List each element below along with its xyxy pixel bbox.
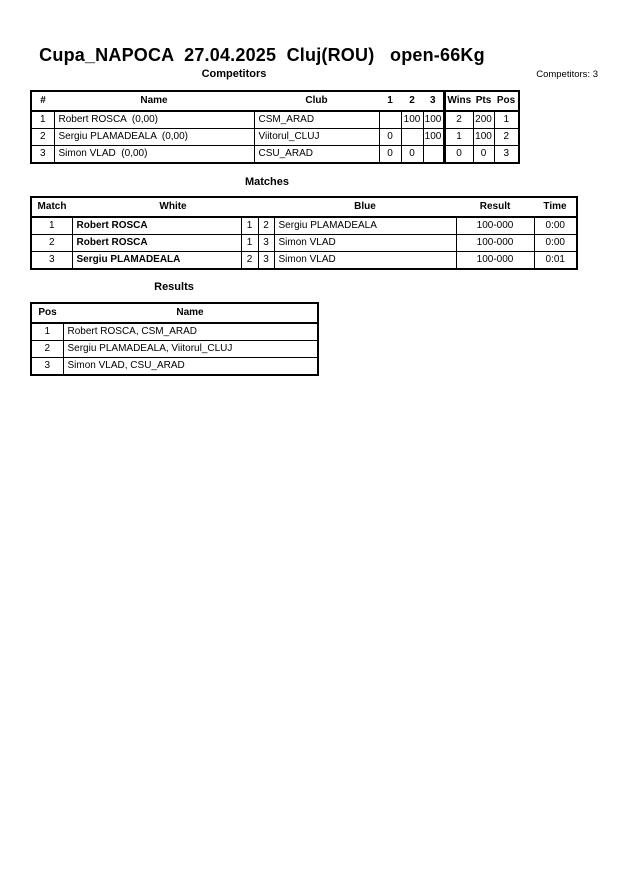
white-number: 2 [241, 252, 258, 270]
header-white: White [72, 197, 274, 217]
match-row [31, 252, 577, 270]
white-name: Sergiu PLAMADEALA [72, 252, 241, 270]
round-score [423, 146, 444, 164]
blue-name: Simon VLAD [274, 252, 456, 270]
result-position: 1 [31, 323, 63, 341]
round-score: 100 [423, 129, 444, 146]
match-number: 1 [31, 217, 72, 235]
round-score [401, 129, 423, 146]
result-row [31, 341, 318, 358]
competitor-number: 2 [31, 129, 54, 146]
matches-header-row [31, 197, 577, 217]
match-row [31, 217, 577, 235]
header-club: Club [254, 91, 379, 111]
competitors-table [30, 90, 520, 164]
result-name: Simon VLAD, CSU_ARAD [63, 358, 318, 376]
competitor-pos: 1 [494, 111, 519, 129]
blue-number: 3 [258, 235, 274, 252]
competitor-row [31, 129, 519, 146]
competitor-club: CSM_ARAD [254, 111, 379, 129]
round-score: 100 [423, 111, 444, 129]
blue-name: Simon VLAD [274, 235, 456, 252]
match-result: 100-000 [456, 235, 534, 252]
results-header-row [31, 303, 318, 323]
match-time: 0:01 [534, 252, 577, 270]
competitor-wins: 2 [444, 111, 473, 129]
match-number: 3 [31, 252, 72, 270]
result-name: Sergiu PLAMADEALA, Viitorul_CLUJ [63, 341, 318, 358]
matches-section-label: Matches [244, 176, 290, 188]
competitor-name: Simon VLAD (0,00) [54, 146, 254, 164]
tournament-title: Cupa_NAPOCA 27.04.2025 Cluj(ROU) open-66Kg [39, 45, 485, 65]
blue-number: 3 [258, 252, 274, 270]
competitor-club: Viitorul_CLUJ [254, 129, 379, 146]
competitors-count: Competitors: 3 [536, 69, 598, 80]
blue-number: 2 [258, 217, 274, 235]
header-round-3: 3 [423, 91, 444, 111]
results-table [30, 302, 319, 376]
competitor-pts: 200 [473, 111, 494, 129]
competitors-header-row [31, 91, 519, 111]
header-round-2: 2 [401, 91, 423, 111]
competitor-pos: 2 [494, 129, 519, 146]
competitors-section-label: Competitors [201, 68, 267, 80]
competitor-pos: 3 [494, 146, 519, 164]
competitor-name: Sergiu PLAMADEALA (0,00) [54, 129, 254, 146]
competitor-wins: 0 [444, 146, 473, 164]
match-time: 0:00 [534, 217, 577, 235]
header-result: Result [456, 197, 534, 217]
competitor-row [31, 146, 519, 164]
competitor-pts: 100 [473, 129, 494, 146]
white-name: Robert ROSCA [72, 217, 241, 235]
round-score: 0 [401, 146, 423, 164]
match-row [31, 235, 577, 252]
result-position: 2 [31, 341, 63, 358]
competitor-pts: 0 [473, 146, 494, 164]
match-time: 0:00 [534, 235, 577, 252]
header-pos: Pos [31, 303, 63, 323]
header-match: Match [31, 197, 72, 217]
result-position: 3 [31, 358, 63, 376]
header-pts: Pts [473, 91, 494, 111]
round-score: 0 [379, 129, 401, 146]
round-score: 100 [401, 111, 423, 129]
competitor-number: 3 [31, 146, 54, 164]
white-number: 1 [241, 235, 258, 252]
match-number: 2 [31, 235, 72, 252]
header-name: Name [63, 303, 318, 323]
header-name: Name [54, 91, 254, 111]
header-blue: Blue [274, 197, 456, 217]
header-number: # [31, 91, 54, 111]
header-pos: Pos [494, 91, 519, 111]
blue-name: Sergiu PLAMADEALA [274, 217, 456, 235]
round-score: 0 [379, 146, 401, 164]
result-row [31, 358, 318, 376]
competitor-wins: 1 [444, 129, 473, 146]
match-result: 100-000 [456, 217, 534, 235]
results-section-label: Results [154, 281, 194, 293]
header-round-1: 1 [379, 91, 401, 111]
competitor-number: 1 [31, 111, 54, 129]
white-name: Robert ROSCA [72, 235, 241, 252]
header-wins: Wins [444, 91, 473, 111]
result-name: Robert ROSCA, CSM_ARAD [63, 323, 318, 341]
header-time: Time [534, 197, 577, 217]
match-result: 100-000 [456, 252, 534, 270]
competitor-name: Robert ROSCA (0,00) [54, 111, 254, 129]
round-score [379, 111, 401, 129]
matches-table [30, 196, 578, 270]
competitor-club: CSU_ARAD [254, 146, 379, 164]
white-number: 1 [241, 217, 258, 235]
result-row [31, 323, 318, 341]
competitor-row [31, 111, 519, 129]
